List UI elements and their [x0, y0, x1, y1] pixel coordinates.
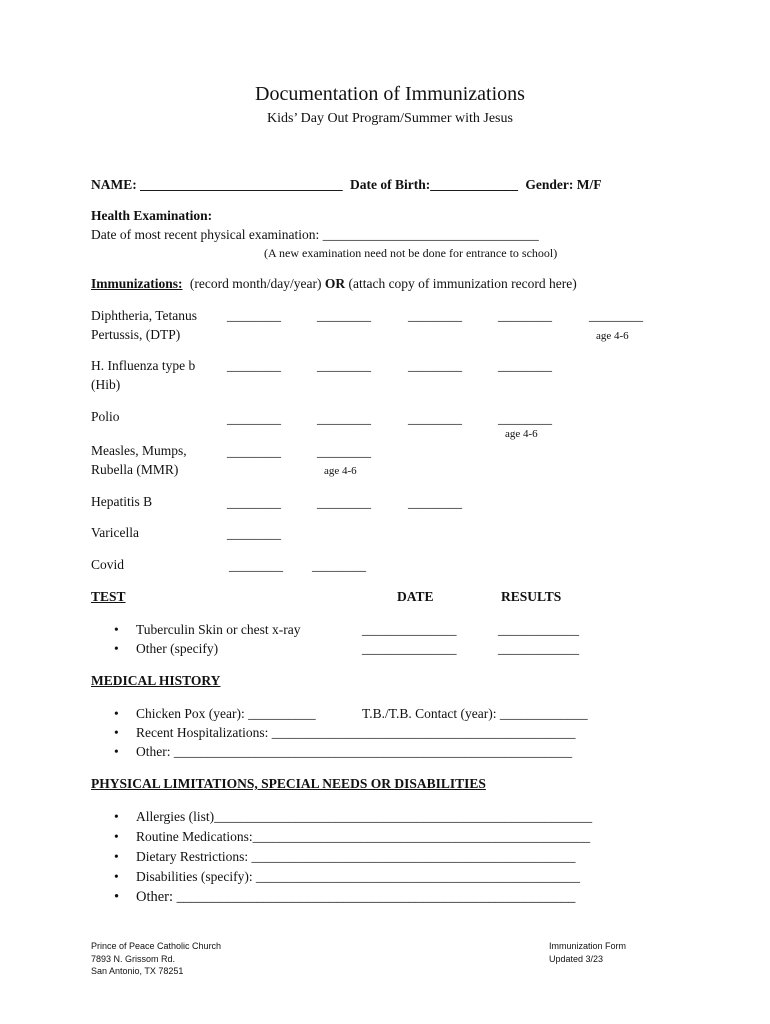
immunizations-instruction-b: (attach copy of immunization record here)	[348, 276, 577, 291]
covid-dose-1[interactable]: ________	[229, 558, 283, 573]
covid-label: Covid	[91, 557, 125, 572]
immunizations-instruction-or: OR	[324, 276, 346, 291]
mmr-age-note: age 4-6	[324, 465, 357, 477]
hib-dose-2[interactable]: ________	[317, 358, 371, 373]
dtp-label-1: Diphtheria, Tetanus	[91, 308, 198, 323]
polio-dose-1[interactable]: ________	[227, 411, 281, 426]
dtp-dose-5[interactable]: ________	[589, 308, 643, 323]
routine-medications-field[interactable]: • Routine Medications:__________________________________________________	[136, 829, 590, 845]
polio-age-note: age 4-6	[505, 428, 538, 440]
dtp-age-note: age 4-6	[596, 330, 629, 342]
hepatitis-b-dose-2[interactable]: ________	[317, 495, 371, 510]
test-date-column: DATE	[397, 589, 434, 604]
test-item-other: • Other (specify)	[136, 641, 218, 657]
footer-updated: Updated 3/23	[549, 953, 604, 964]
footer-form-name: Immunization Form	[549, 941, 627, 951]
immunizations-line	[91, 276, 577, 292]
hospitalizations-field[interactable]: • Recent Hospitalizations: _____________________________________________	[136, 725, 575, 741]
mmr-label-1: Measles, Mumps,	[91, 443, 187, 458]
mmr-dose-2[interactable]: ________	[317, 444, 371, 459]
immunizations-instruction-a: (record month/day/year)	[189, 276, 322, 291]
dtp-dose-1[interactable]: ________	[227, 308, 281, 323]
hib-label-1: H. Influenza type b	[91, 358, 196, 373]
gender-label: Gender: M/F	[525, 177, 602, 192]
limitations-other-field[interactable]: • Other: _______________________________________________________	[136, 889, 575, 906]
varicella-dose-1[interactable]: ________	[227, 526, 281, 541]
exam-note: (A new examination need not be done for entrance to school)	[264, 246, 558, 260]
hepatitis-b-label: Hepatitis B	[91, 494, 153, 509]
dtp-dose-2[interactable]: ________	[317, 308, 371, 323]
disabilities-field[interactable]: • Disabilities (specify): ________________________________________________	[136, 869, 580, 885]
page-subtitle: Kids’ Day Out Program/Summer with Jesus	[267, 111, 513, 126]
test-heading: TEST	[91, 589, 126, 604]
hepatitis-b-dose-3[interactable]: ________	[408, 495, 462, 510]
recent-exam-field[interactable]: ________________________________	[322, 227, 539, 242]
hib-label-2: (Hib)	[91, 377, 121, 392]
mmr-dose-1[interactable]: ________	[227, 444, 281, 459]
name-label: NAME:	[91, 177, 137, 192]
footer-church-name: Prince of Peace Catholic Church	[91, 941, 222, 951]
dtp-label-2: Pertussis, (DTP)	[91, 327, 181, 342]
dietary-restrictions-field[interactable]: • Dietary Restrictions: ________________________________________________	[136, 849, 575, 865]
polio-dose-2[interactable]: ________	[317, 411, 371, 426]
page-title: Documentation of Immunizations	[255, 83, 525, 105]
polio-dose-4[interactable]: ________	[498, 411, 552, 426]
footer-street: 7893 N. Grissom Rd.	[91, 953, 176, 964]
limitations-heading: PHYSICAL LIMITATIONS, SPECIAL NEEDS OR DISABILITIES	[91, 776, 486, 791]
other-test-results-field[interactable]: ____________	[498, 641, 579, 656]
medical-other-field[interactable]: • Other: ___________________________________________________________	[136, 744, 572, 760]
test-item-tuberculin: • Tuberculin Skin or chest x-ray	[136, 622, 300, 638]
test-results-column: RESULTS	[501, 589, 562, 604]
dob-field[interactable]: _____________	[430, 177, 518, 192]
hib-dose-3[interactable]: ________	[408, 358, 462, 373]
dtp-dose-3[interactable]: ________	[408, 308, 462, 323]
polio-label: Polio	[91, 409, 120, 424]
other-test-date-field[interactable]: ______________	[362, 641, 457, 656]
dtp-dose-4[interactable]: ________	[498, 308, 552, 323]
footer-city: San Antonio, TX 78251	[91, 966, 184, 976]
footer-address	[91, 940, 221, 978]
name-field[interactable]: ______________________________	[140, 177, 343, 192]
dob-label: Date of Birth:	[350, 177, 431, 192]
chicken-pox-field[interactable]: • Chicken Pox (year): __________	[136, 706, 316, 722]
mmr-label-2: Rubella (MMR)	[91, 462, 179, 477]
allergies-field[interactable]: • Allergies (list)________________________________________________________	[136, 809, 592, 825]
recent-exam-line	[91, 227, 539, 243]
polio-dose-3[interactable]: ________	[408, 411, 462, 426]
hib-dose-1[interactable]: ________	[227, 358, 281, 373]
hepatitis-b-dose-1[interactable]: ________	[227, 495, 281, 510]
immunizations-heading: Immunizations:	[91, 276, 183, 291]
tb-contact-field[interactable]: T.B./T.B. Contact (year): _____________	[362, 706, 588, 721]
tuberculin-results-field[interactable]: ____________	[498, 622, 579, 637]
name-line	[91, 177, 601, 193]
tuberculin-date-field[interactable]: ______________	[362, 622, 457, 637]
medical-history-heading: MEDICAL HISTORY	[91, 673, 221, 688]
footer-form-info	[549, 940, 626, 965]
health-exam-heading: Health Examination:	[91, 208, 213, 223]
hib-dose-4[interactable]: ________	[498, 358, 552, 373]
recent-exam-label: Date of most recent physical examination:	[91, 227, 320, 242]
covid-dose-2[interactable]: ________	[312, 558, 366, 573]
varicella-label: Varicella	[91, 525, 139, 540]
